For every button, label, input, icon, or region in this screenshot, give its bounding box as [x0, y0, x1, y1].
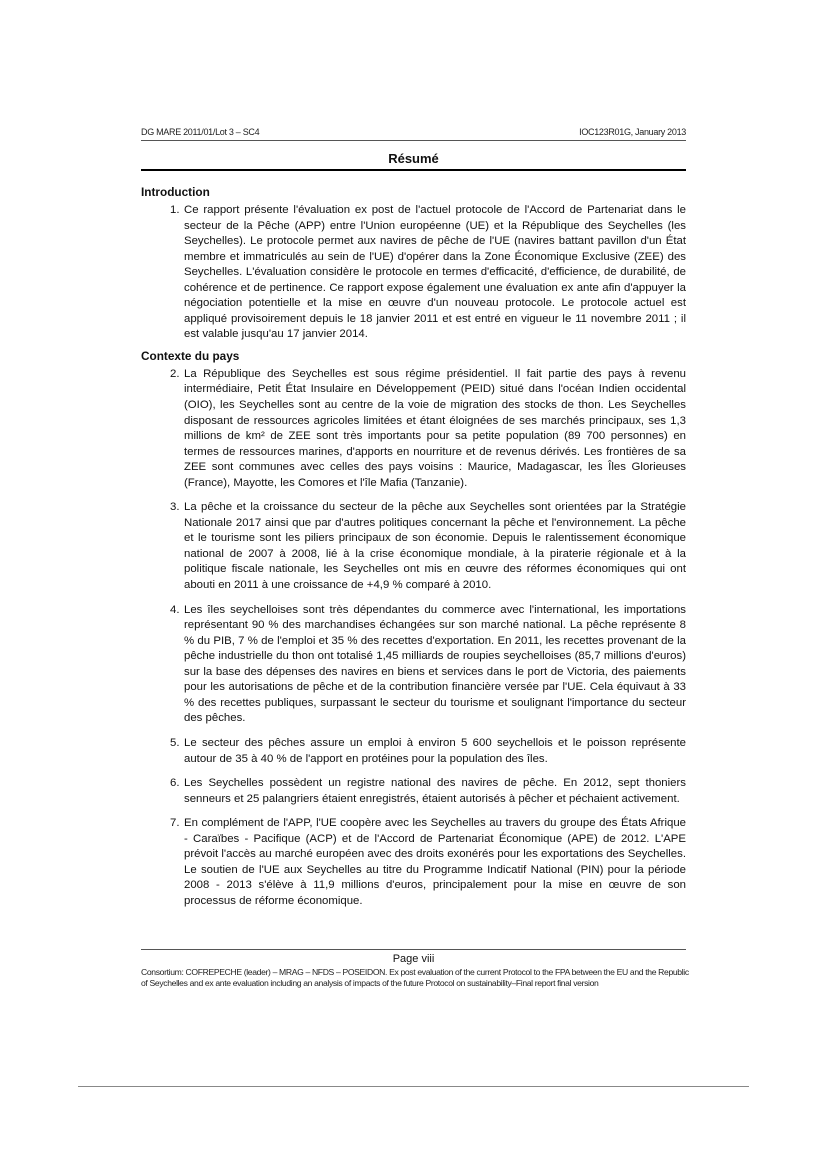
paragraph-text: La République des Seychelles est sous régime présidentiel. Il fait partie des pays à revenu intermédiaire, Petit État Insulaire en Développement (PEID) situé dans l'océan Indien occidental (OIO), les Seychelles sont au centre de la voie de migration des stocks de thon. Les Seychelles disposant de ressources agricoles limitées et étant éloignées de ses marchés principaux, ses 1,3 millions de km² de ZEE sont très importants pour sa petite population (89 700 personnes) en termes de ressources marines, d'apports en nourriture et de revenus dérivés. Les frontières de sa ZEE sont communes avec celles des pays voisins : Maurice, Madagascar, les Îles Glorieuses (France), Mayotte, les Comores et l'île Mafia (Tanzanie).: [184, 367, 686, 489]
paragraph-text: Le secteur des pêches assure un emploi à environ 5 600 seychellois et le poisson représente autour de 35 à 40 % de l'apport en protéines pour la population des îles.: [184, 736, 686, 765]
paragraph-5: [141, 736, 686, 767]
paragraph-text: Ce rapport présente l'évaluation ex post de l'actuel protocole de l'Accord de Partenariat dans le secteur de la Pêche (APP) entre l'Union européenne (UE) et la République des Seychelles (les Seychelles). Le protocole permet aux navires de pêche de l'UE (navires battant pavillon d'un État membre et immatriculés au sein de l'UE) d'opérer dans la Zone Économique Exclusive (ZEE) des Seychelles. L'évaluation considère le protocole en termes d'efficacité, d'efficience, de durabilité, de cohérence et de pertinence. Ce rapport expose également une évaluation ex ante afin d'appuyer la négociation potentielle et la mise en œuvre d'un nouveau protocole. Le protocole actuel est appliqué provisoirement depuis le 18 janvier 2011 et est entré en vigueur le 11 novembre 2011 ; il est valable jusqu'au 17 janvier 2014.: [184, 204, 686, 341]
paragraph-4: [141, 603, 686, 727]
paragraph-text: La pêche et la croissance du secteur de la pêche aux Seychelles sont orientées par la Stratégie Nationale 2017 ainsi que par d'autres politiques concernant la pêche et l'environnement. La pêche et le tourisme sont les piliers principaux de son économie. Depuis le ralentissement économique national de 2007 à 2008, lié à la crise économique mondiale, à la piraterie régionale et à la politique fiscale nationale, les Seychelles ont mis en œuvre des réformes économiques qui ont abouti en 2011 à une croissance de +4,9 % comparé à 2010.: [184, 501, 686, 592]
header-divider: [141, 140, 686, 141]
document-body: [141, 185, 686, 918]
section-heading-contexte: Contexte du pays: [141, 348, 240, 363]
paragraph-text: Les Seychelles possèdent un registre national des navires de pêche. En 2012, sept thoniers senneurs et 25 palangriers étaient enregistrés, étaient autorisés à pêcher et péchaient activement.: [184, 777, 686, 805]
paragraph-number: 6.: [170, 777, 180, 790]
paragraph-text: En complément de l'APP, l'UE coopère avec les Seychelles au travers du groupe des États Afrique - Caraïbes - Pacifique (ACP) et de l'Accord de Partenariat Économique (APE) de 2012. L'APE prévoit l'accès au marché européen avec des droits exonérés pour les exportations des Seychelles. Le soutien de l'UE aux Seychelles au titre du Programme Indicatif National (PIN) pour la période 2008 - 2013 s'élève à 11,9 millions d'euros, principalement pour la mise en œuvre de son processus de réforme économique.: [184, 817, 686, 907]
section-heading-introduction: Introduction: [141, 185, 210, 199]
paragraph-text: Les îles seychelloises sont très dépendantes du commerce avec l'international, les importations représentant 90 % des marchandises échangées sur son marché national. La pêche représente 8 % du PIB, 7 % de l'emploi et 35 % des recettes d'exportation. En 2011, les recettes provenant de la pêche industrielle du thon ont totalisé 1,45 milliards de roupies seychelloises (85,7 millions d'euros) sur la base des dépenses des navires en biens et services dans le port de Victoria, des paiements pour les autorisations de pêche et de la contribution financière versée par l'UE. Cela équivaut à 33 % des recettes publiques, surpassant le secteur du tourisme et soulignant l'importance du secteur des pêches.: [184, 603, 686, 725]
footer-divider: [141, 949, 686, 950]
paragraph-number: 2.: [170, 367, 180, 380]
page-bottom-divider: [78, 1086, 749, 1087]
page-number: Page viii: [392, 953, 435, 965]
page-title: Résumé: [388, 151, 439, 166]
paragraph-6: [141, 776, 686, 807]
paragraph-2: [141, 367, 686, 491]
paragraph-number: 5.: [170, 736, 180, 749]
paragraph-1: [141, 203, 686, 343]
title-divider: [141, 169, 686, 171]
paragraph-number: 3.: [170, 501, 180, 514]
header-left: DG MARE 2011/01/Lot 3 – SC4: [141, 127, 260, 137]
paragraph-number: 1.: [170, 204, 180, 216]
paragraph-number: 7.: [170, 817, 180, 830]
paragraph-7: [141, 816, 686, 909]
footer-citation: Consortium: COFREPECHE (leader) – MRAG – NFDS – POSEIDON. Ex post evaluation of the current Protocol to the FPA between the EU and the Republic of Seychelles and ex ante evaluation including an analysis of impacts of the future Protocol on sustainability–Final report final version: [141, 967, 689, 988]
paragraph-3: [141, 500, 686, 593]
paragraph-number: 4.: [170, 603, 180, 616]
header-right: IOC123R01G, January 2013: [579, 127, 686, 137]
